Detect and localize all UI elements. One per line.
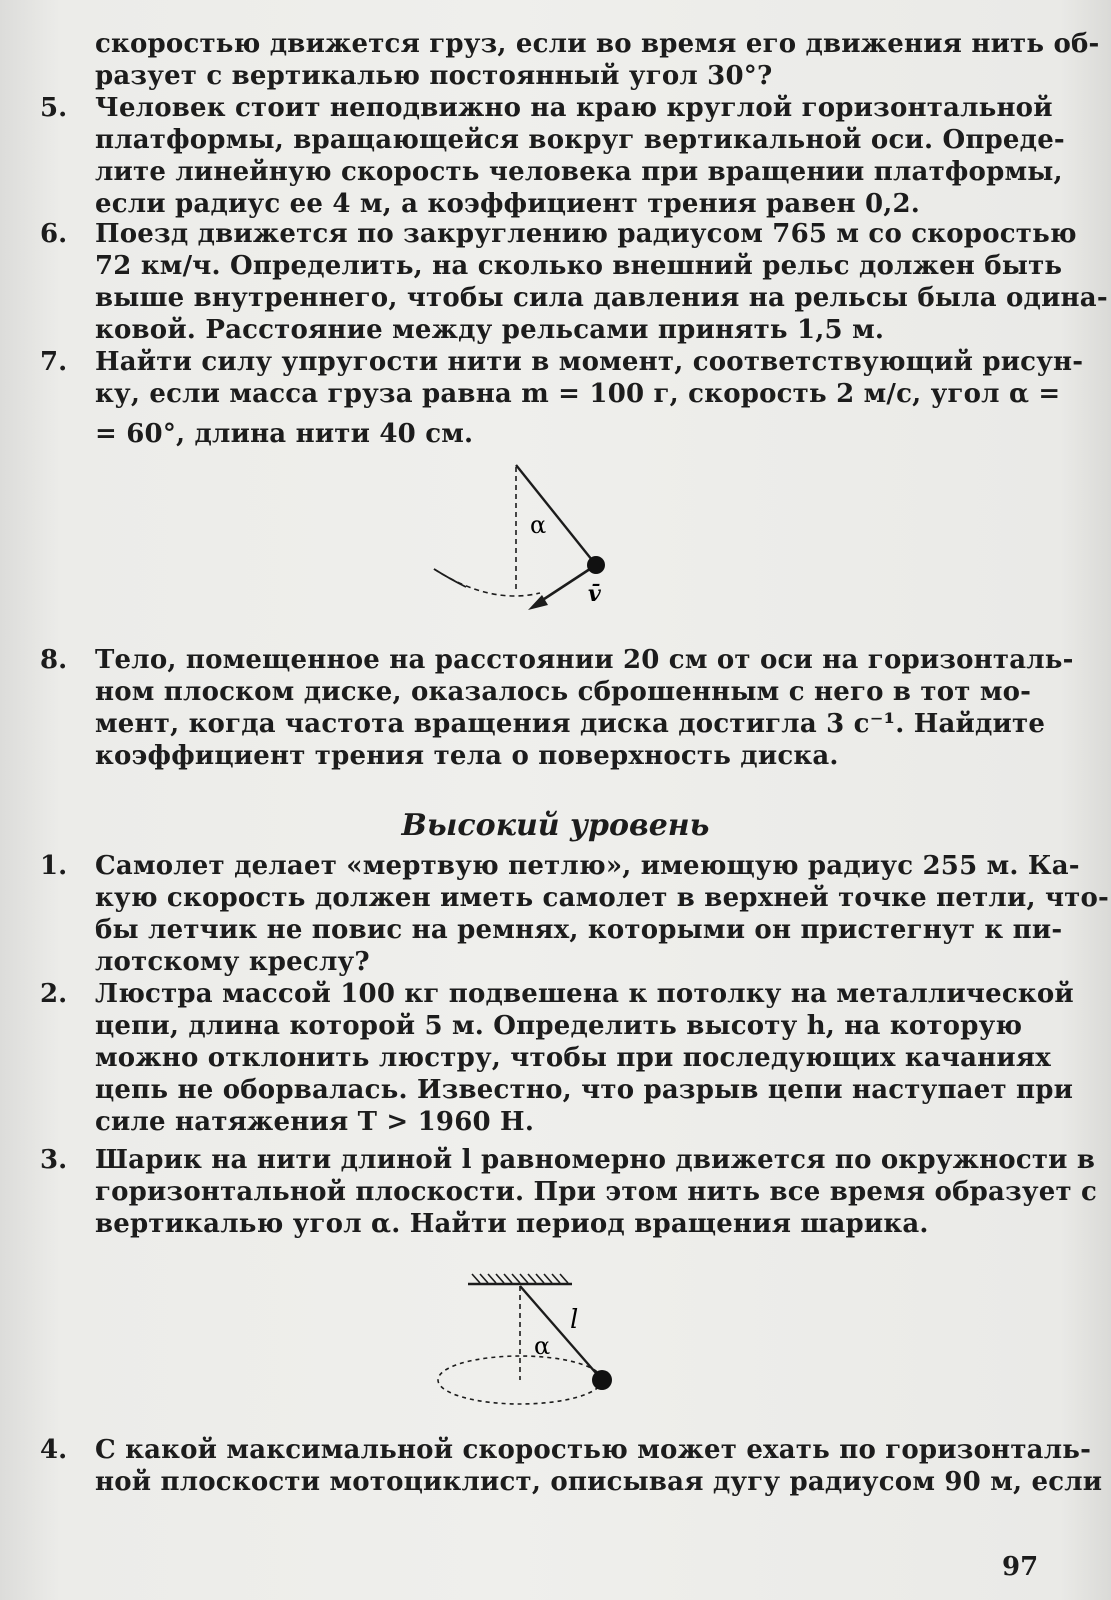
problem-number: 7. [40,347,68,377]
page-number: 97 [1002,1552,1039,1582]
text-line: Тело, помещенное на расстоянии 20 см от оси на горизонталь- [95,645,1074,675]
text-line: мент, когда частота вращения диска достигла 3 с⁻¹. Найдите [95,709,1046,739]
section-heading: Высокий уровень [401,808,710,843]
text-line: Человек стоит неподвижно на краю круглой горизонтальной [95,93,1053,123]
text-line: С какой максимальной скоростью может ехать по горизонталь- [95,1435,1092,1465]
text-line: вертикалью угол α. Найти период вращения шарика. [95,1209,929,1239]
angle-label: α [530,511,547,539]
text-line: лотскому креслу? [95,947,370,977]
pendulum-figure [420,455,640,625]
text-line: если радиус ее 4 м, а коэффициент трения равен 0,2. [95,189,921,219]
text-line: разует с вертикалью постоянный угол 30°? [95,61,773,91]
text-line: скоростью движется груз, если во время его движения нить об- [95,29,1100,59]
thread-line [516,465,596,565]
text-line: ку, если масса груза равна m = 100 г, скорость 2 м/с, угол α = [95,379,1061,409]
text-line: коэффициент трения тела о поверхность диска. [95,741,839,771]
text-line: Найти силу упругости нити в момент, соответствующий рисун- [95,347,1084,377]
text-line: выше внутреннего, чтобы сила давления на рельсы была одина- [95,283,1108,313]
problem-number: 3. [40,1145,68,1175]
conical-pendulum-figure [430,1262,630,1422]
text-line: 72 км/ч. Определить, на сколько внешний рельс должен быть [95,251,1063,281]
text-line: платформы, вращающейся вокруг вертикальной оси. Опреде- [95,125,1065,155]
arc-path [434,569,540,596]
problem-number: 8. [40,645,68,675]
problem-number: 1. [40,851,68,881]
text-line: можно отклонить люстру, чтобы при последующих качаниях [95,1043,1051,1073]
angle-label: α [534,1332,551,1360]
arc-solid [434,569,466,587]
mass-ball [587,556,605,574]
problem-number: 5. [40,93,68,123]
text-line: цепь не оборвалась. Известно, что разрыв цепи наступает при [95,1075,1074,1105]
thread-line [520,1286,602,1380]
text-line: бы летчик не повис на ремнях, которыми он пристегнут к пи- [95,915,1063,945]
text-line: Люстра массой 100 кг подвешена к потолку на металлической [95,979,1074,1009]
ceiling-hatching [472,1274,568,1283]
text-line: ной плоскости мотоциклист, описывая дугу радиусом 90 м, если [95,1467,1103,1497]
problem-number: 4. [40,1435,68,1465]
text-line: горизонтальной плоскости. При этом нить все время образует с [95,1177,1098,1207]
text-line: = 60°, длина нити 40 см. [95,419,474,449]
ball [592,1370,612,1390]
problem-number: 2. [40,979,68,1009]
velocity-label: v̄ [588,581,601,607]
length-label: l [570,1305,579,1335]
text-line: силе натяжения T > 1960 Н. [95,1107,535,1137]
text-line: Шарик на нити длиной l равномерно движется по окружности в [95,1145,1096,1175]
problem-number: 6. [40,219,68,249]
text-line: ковой. Расстояние между рельсами принять 1,5 м. [95,315,885,345]
text-line: Поезд движется по закруглению радиусом 765 м со скоростью [95,219,1077,249]
text-line: лите линейную скорость человека при вращении платформы, [95,157,1063,187]
text-line: цепи, длина которой 5 м. Определить высоту h, на которую [95,1011,1023,1041]
text-line: Самолет делает «мертвую петлю», имеющую радиус 255 м. Ка- [95,851,1080,881]
text-line: ном плоском диске, оказалось сброшенным с него в тот мо- [95,677,1032,707]
text-line: кую скорость должен иметь самолет в верхней точке петли, что- [95,883,1110,913]
